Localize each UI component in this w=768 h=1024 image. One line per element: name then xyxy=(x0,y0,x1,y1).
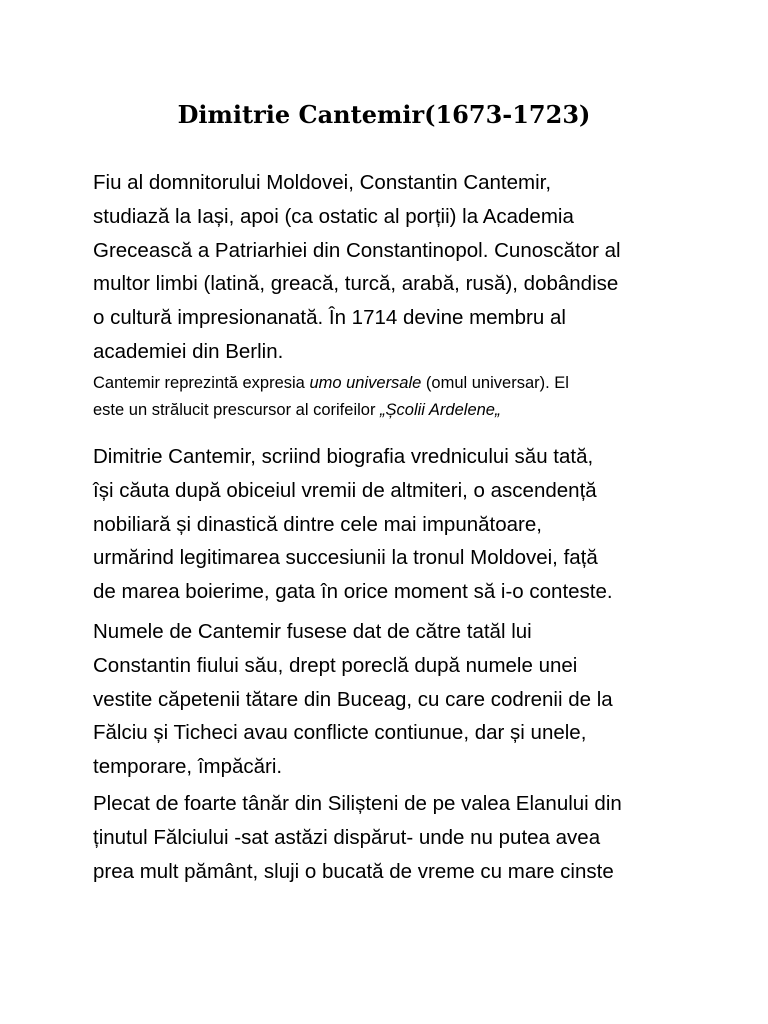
paragraph-universal-man xyxy=(93,370,693,424)
text-run: Cantemir reprezintă expresia xyxy=(93,374,310,392)
text-line: temporare, împăcări. xyxy=(93,755,283,779)
text-line: prea mult pământ, sluji o bucată de vreme cu mare cinste xyxy=(93,859,614,883)
text-line: vestite căpetenii tătare din Buceag, cu care codrenii de la xyxy=(93,687,613,711)
text-line: nobiliară și dinastică dintre cele mai impunătoare, xyxy=(93,512,542,536)
paragraph-name-origin xyxy=(93,615,693,784)
text-line: Dimitrie Cantemir, scriind biografia vrednicului său tată, xyxy=(93,445,594,468)
text-line: multor limbi (latină, greacă, turcă, arabă, rusă), dobândise xyxy=(93,272,619,296)
text-line: urmărind legitimarea succesiunii la tronul Moldovei, față xyxy=(93,546,598,570)
text-line: academiei din Berlin. xyxy=(93,339,284,363)
text-line: Fiu al domnitorului Moldovei, Constantin Cantemir, xyxy=(93,171,552,194)
paragraph-early-life xyxy=(93,787,693,888)
text-line: Fălciu și Ticheci avau conflicte contiunue, dar și unele, xyxy=(93,721,587,745)
text-line: Plecat de foarte tânăr din Silișteni de pe valea Elanului din xyxy=(93,792,622,815)
text-line: Grecească a Patriarhiei din Constantinopol. Cunoscător al xyxy=(93,238,621,262)
document-title: Dimitrie Cantemir(1673-1723) xyxy=(177,100,591,129)
text-line xyxy=(93,397,693,424)
text-line: Constantin fiului său, drept poreclă după numele unei xyxy=(93,653,578,677)
text-run: (omul universar). El xyxy=(421,374,569,392)
text-line: studiază la Iași, apoi (ca ostatic al porții) la Academia xyxy=(93,204,574,228)
italic-term: umo universale xyxy=(309,374,422,392)
text-line: își căuta după obiceiul vremii de altmiteri, o ascendență xyxy=(93,478,597,502)
text-line: de marea boierime, gata în orice moment să i-o conteste. xyxy=(93,580,613,604)
text-line: o cultură impresionanată. În 1714 devine membru al xyxy=(93,306,566,330)
text-line: ținutul Fălciului -sat astăzi dispărut- unde nu putea avea xyxy=(93,825,601,849)
text-run: este un strălucit prescursor al corifeilor xyxy=(93,401,381,419)
text-line: Numele de Cantemir fusese dat de către tatăl lui xyxy=(93,620,532,643)
italic-term: „Școlii Ardelene„ xyxy=(380,401,501,419)
paragraph-biography-intro xyxy=(93,166,693,369)
paragraph-father-biography xyxy=(93,440,693,609)
text-line xyxy=(93,370,693,397)
